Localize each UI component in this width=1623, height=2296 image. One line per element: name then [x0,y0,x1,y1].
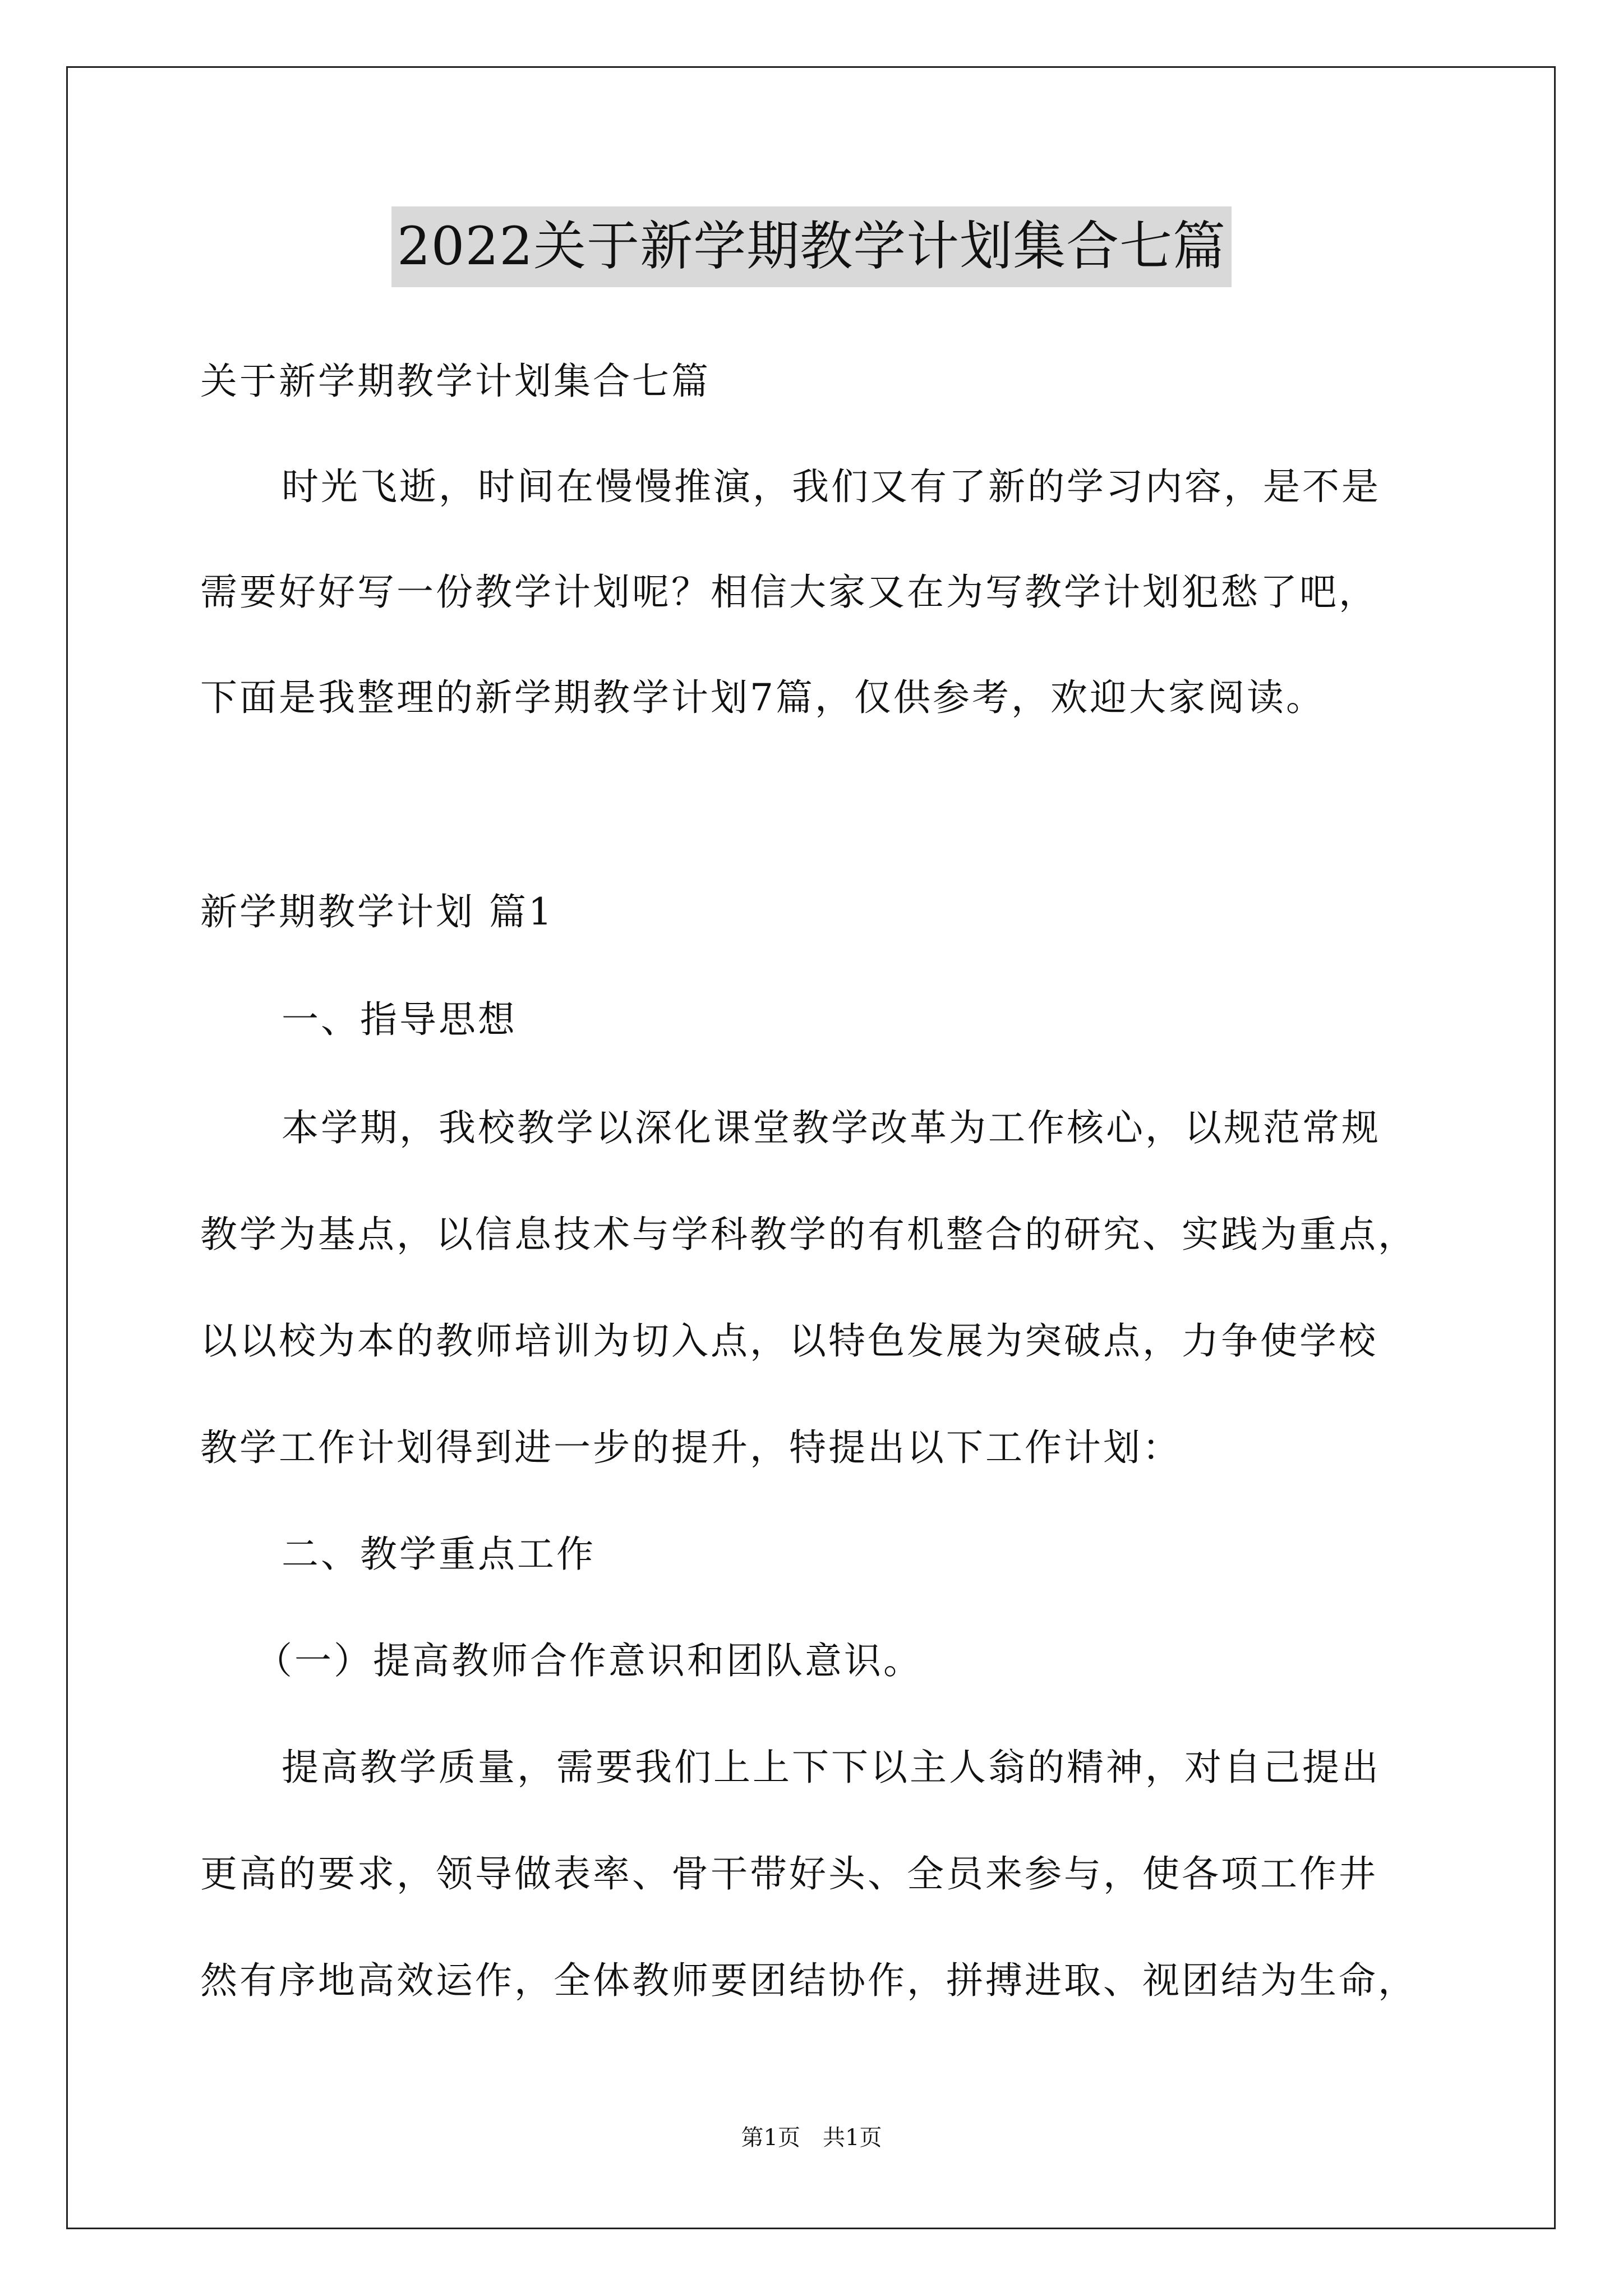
paragraph-line: 时光飞逝，时间在慢慢推演，我们又有了新的学习内容，是不是 [282,465,1381,508]
paragraph-line: 然有序地高效运作，全体教师要团结协作，拼搏进取、视团结为生命， [200,1959,1417,2002]
heading-teaching-focus: 二、教学重点工作 [282,1533,596,1576]
paragraph-line: 更高的要求，领导做表率、骨干带好头、全员来参与，使各项工作井 [200,1852,1378,1895]
paragraph-line: 下面是我整理的新学期教学计划7篇，仅供参考，欢迎大家阅读。 [200,676,1325,719]
subtitle-line: 关于新学期教学计划集合七篇 [200,360,711,403]
document-title: 2022关于新学期教学计划集合七篇 [391,206,1232,287]
subheading-teamwork: （一）提高教师合作意识和团队意识。 [255,1639,923,1682]
paragraph-line: 教学为基点，以信息技术与学科教学的有机整合的研究、实践为重点， [200,1213,1417,1256]
paragraph-line: 提高教学质量，需要我们上上下下以主人翁的精神，对自己提出 [282,1746,1381,1789]
paragraph-line: 本学期，我校教学以深化课堂教学改革为工作核心，以规范常规 [282,1106,1381,1149]
section-heading: 新学期教学计划 篇1 [200,890,554,933]
heading-guiding-thought: 一、指导思想 [282,998,517,1041]
title-container [0,206,1623,287]
paragraph-line: 以以校为本的教师培训为切入点，以特色发展为突破点，力争使学校 [200,1319,1378,1363]
page-footer: 第1页 共1页 [741,2125,882,2151]
paragraph-line: 需要好好写一份教学计划呢？相信大家又在为写教学计划犯愁了吧， [200,570,1378,614]
paragraph-line: 教学工作计划得到进一步的提升，特提出以下工作计划： [200,1426,1182,1469]
